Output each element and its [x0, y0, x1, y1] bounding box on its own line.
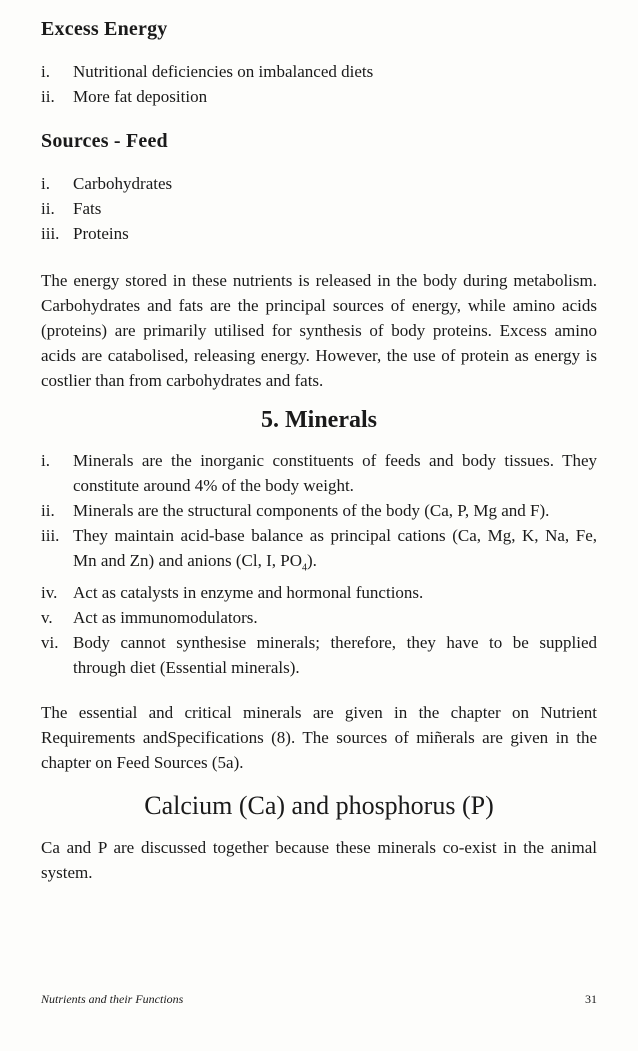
- excess-energy-list: [41, 59, 597, 109]
- page-footer: [41, 992, 597, 1007]
- list-item-number: iii.: [41, 224, 60, 243]
- list-item: [41, 630, 597, 680]
- calcium-heading: Calcium (Ca) and phosphorus (P): [144, 791, 494, 821]
- list-item-text: Fats: [73, 199, 102, 218]
- subscript: 4: [302, 562, 308, 574]
- list-item-text: Body cannot synthesise minerals; therefore, they have to be supplied through diet (Essential minerals).: [73, 633, 597, 678]
- list-item: [41, 580, 597, 605]
- list-item-text: Minerals are the structural components of the body (Ca, P, Mg and F).: [73, 501, 550, 520]
- list-item-text: More fat deposition: [73, 87, 208, 106]
- list-item-number: i.: [41, 451, 50, 470]
- list-item: [41, 221, 597, 246]
- list-item: [41, 84, 597, 109]
- list-item-number: ii.: [41, 501, 55, 520]
- list-item-text-part: They maintain acid-base balance as principal cations (Ca, Mg, K, Na, Fe, Mn and Zn) and anions (Cl, I, PO: [73, 526, 597, 570]
- minerals-heading: 5. Minerals: [261, 407, 377, 433]
- calcium-paragraph: Ca and P are discussed together because these minerals co-exist in the animal system.: [41, 838, 597, 883]
- list-item: [41, 605, 597, 630]
- list-item: [41, 523, 597, 580]
- list-item-text: Nutritional deficiencies on imbalanced diets: [73, 62, 374, 81]
- sources-feed-list: [41, 171, 597, 246]
- list-item-number: iv.: [41, 583, 58, 603]
- list-item-number: i.: [41, 174, 50, 193]
- list-item-number: i.: [41, 62, 50, 81]
- list-item: [41, 196, 597, 221]
- list-item-text: Carbohydrates: [73, 174, 173, 193]
- list-item-text: Minerals are the inorganic constituents of feeds and body tissues. They constitute around 4% of the body weight.: [73, 451, 597, 495]
- sources-feed-heading: Sources - Feed: [41, 130, 168, 152]
- list-item: [41, 498, 597, 523]
- list-item-number: v.: [41, 608, 53, 628]
- list-item-text: Proteins: [73, 224, 129, 243]
- list-item: [41, 171, 597, 196]
- list-item-text: [73, 523, 597, 580]
- list-item-text: Act as catalysts in enzyme and hormonal functions.: [73, 583, 424, 603]
- list-item-text: Act as immunomodulators.: [73, 608, 258, 628]
- minerals-list: [41, 448, 597, 680]
- list-item-text-part: ).: [307, 551, 317, 570]
- excess-energy-heading: Excess Energy: [41, 18, 168, 40]
- list-item: [41, 448, 597, 498]
- page-content: [41, 18, 597, 885]
- footer-title: Nutrients and their Functions: [41, 992, 184, 1006]
- minerals-paragraph: The essential and critical minerals are given in the chapter on Nutrient Requirements andSpecifications (8). The sources of miñerals are given in the chapter on Feed Sources (5a).: [41, 703, 597, 773]
- energy-paragraph: The energy stored in these nutrients is released in the body during metabolism. Carbohydrates and fats are the principal sources of energy, while amino acids (proteins) are primarily utilised for synthesis of body proteins. Excess amino acids are catabolised, releasing energy. However, the use of protein as energy is costlier than from carbohydrates and fats.: [41, 271, 597, 390]
- list-item-number: vi.: [41, 633, 59, 653]
- page-number: 31: [585, 992, 597, 1006]
- list-item-number: ii.: [41, 199, 55, 218]
- list-item: [41, 59, 597, 84]
- list-item-number: ii.: [41, 87, 55, 106]
- list-item-number: iii.: [41, 526, 60, 545]
